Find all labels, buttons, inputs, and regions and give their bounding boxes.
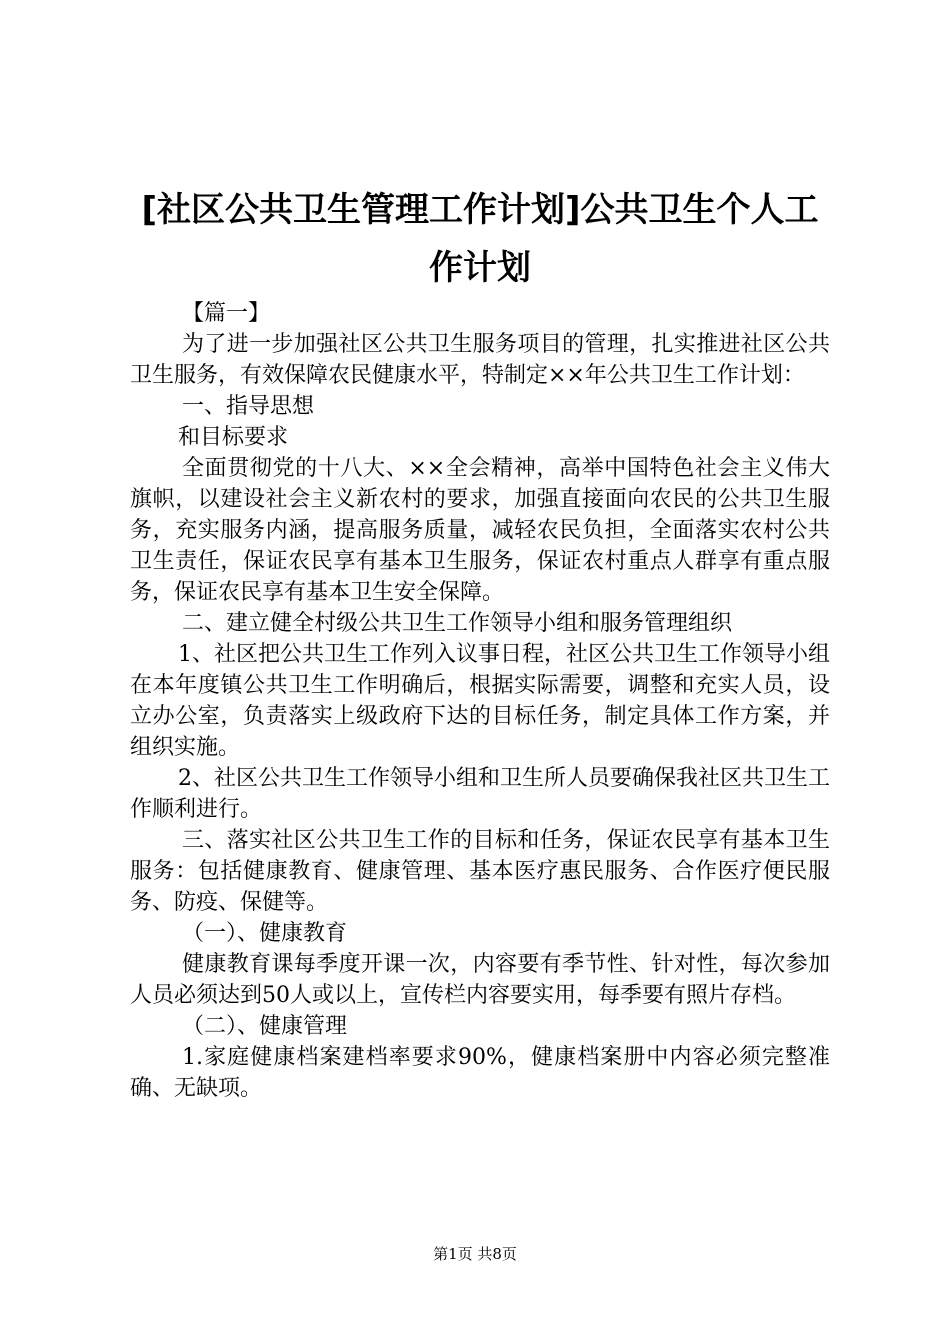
heading-guiding-thought: 一、指导思想: [182, 394, 315, 419]
subheading-health-education: （一）、健康教育: [182, 921, 348, 946]
paragraph-health-records: 1.家庭健康档案建档率要求90%，健康档案册中内容必须完整准确、无缺项。: [130, 1045, 830, 1101]
document-title-line-2: 作计划: [429, 248, 531, 288]
paragraph-intro: 为了进一步加强社区公共卫生服务项目的管理，扎实推进社区公共卫生服务，有效保障农民健康水平，特制定××年公共卫生工作计划：: [130, 332, 830, 388]
paragraph-item-1: 1、社区把公共卫生工作列入议事日程，社区公共卫生工作领导小组在本年度镇公共卫生工作明确后，根据实际需要，调整和充实人员，设立办公室，负责落实上级政府下达的目标任务，制定具体工作方案，并组织实施。: [130, 642, 830, 760]
document-title-line-1: [社区公共卫生管理工作计划]公共卫生个人工: [141, 190, 819, 230]
heading-organization: 二、建立健全村级公共卫生工作领导小组和服务管理组织: [182, 611, 733, 636]
document-body: [130, 298, 830, 1104]
heading-goals: 和目标要求: [178, 425, 289, 450]
subheading-health-management: （二）、健康管理: [182, 1014, 348, 1039]
page-number-footer: 第1页 共8页: [433, 1245, 517, 1263]
heading-tasks: 三、落实社区公共卫生工作的目标和任务，保证农民享有基本卫生服务：包括健康教育、健康管理、基本医疗惠民服务、合作医疗便民服务、防疫、保健等。: [130, 828, 830, 915]
paragraph-guiding-thought: 全面贯彻党的十八大、××全会精神，高举中国特色社会主义伟大旗帜，以建设社会主义新农村的要求，加强直接面向农民的公共卫生服务，充实服务内涵，提高服务质量，减轻农民负担，全面落实农村公共卫生责任，保证农民享有基本卫生服务，保证农村重点人群享有重点服务，保证农民享有基本卫生安全保障。: [130, 456, 830, 605]
section-label: 【篇一】: [182, 301, 271, 326]
paragraph-item-2: 2、社区公共卫生工作领导小组和卫生所人员要确保我社区共卫生工作顺利进行。: [130, 766, 830, 822]
paragraph-health-education: 健康教育课每季度开课一次，内容要有季节性、针对性，每次参加人员必须达到50人或以上，宣传栏内容要实用，每季要有照片存档。: [130, 952, 830, 1008]
